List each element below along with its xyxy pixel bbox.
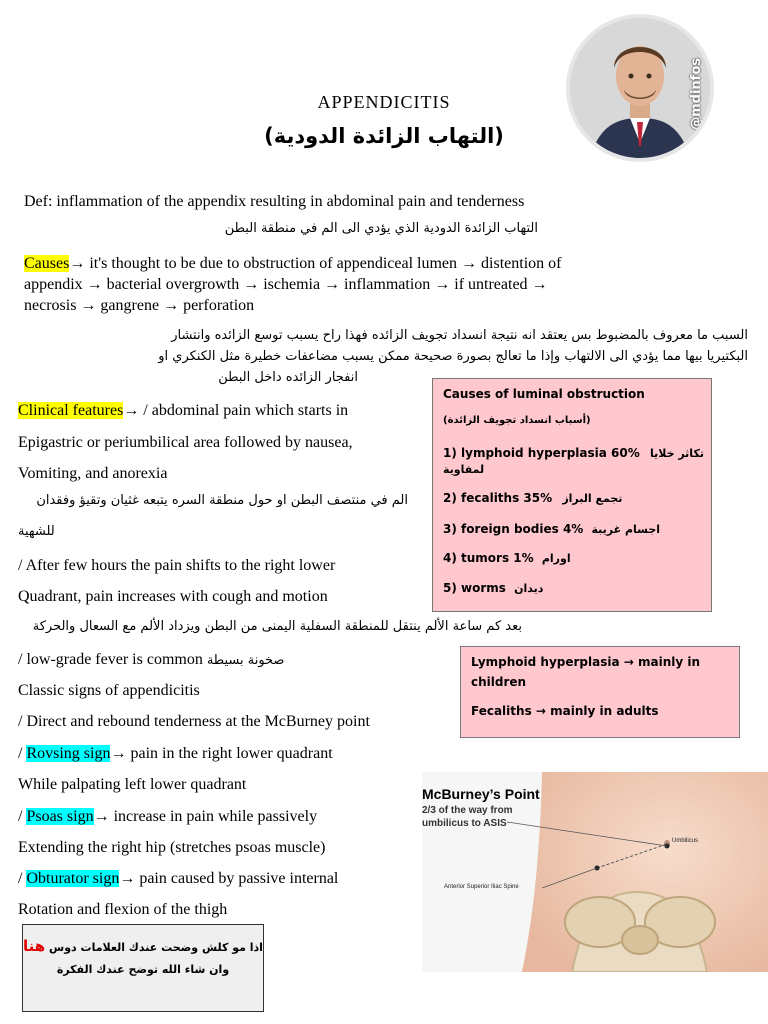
asis-label: Anterior Superior Iliac Spine [444, 884, 519, 890]
arrow-icon: → [69, 255, 86, 272]
avatar-watermark: @mdinfos [689, 58, 704, 130]
page-title: APPENDICITIS [317, 92, 451, 112]
luminal-item-1-en: 1) lymphoid hyperplasia 60% [443, 446, 640, 460]
mcburney-sub-1: 2/3 of the way from [422, 805, 513, 816]
clinical-line-3: Vomiting, and anorexia [18, 465, 168, 482]
causes-line-1 [24, 253, 561, 274]
luminal-item-5-en: 5) worms [443, 581, 506, 595]
clinical-line-14: Rotation and flexion of the thigh [18, 901, 228, 918]
luminal-item-2 [443, 491, 622, 505]
clinical-arabic-2: للشهية [18, 524, 55, 539]
luminal-item-3-ar: اجسام غريبة [591, 523, 661, 536]
causes-text-1: it's thought to be due to obstruction of appendiceal lumen → distention of [85, 255, 562, 272]
causes-arabic-3: انفجار الزائده داخل البطن [218, 370, 358, 385]
note-line-2: وان شاء الله توضح عندك الفكرة [56, 963, 230, 976]
age-box-line-1-text: Lymphoid hyperplasia → mainly in [471, 655, 701, 669]
obturator-line [18, 868, 338, 889]
pelvis-illustration-icon [422, 772, 768, 972]
definition-arabic: التهاب الزائدة الدودية الذي يؤدي الى الم في منطقة البطن [224, 221, 538, 236]
clinical-line-10: While palpating left lower quadrant [18, 776, 247, 793]
luminal-item-5-ar: ديدان [514, 582, 544, 595]
rovsing-line [18, 743, 333, 764]
luminal-item-5 [443, 581, 543, 595]
luminal-item-3 [443, 522, 660, 536]
luminal-item-4-ar: اورام [541, 552, 571, 565]
psoas-label: Psoas sign [26, 808, 94, 825]
rovsing-label: Rovsing sign [26, 745, 111, 762]
clinical-arabic-3: بعد كم ساعة الألم ينتقل للمنطقة السفلية اليمنى من البطن ويزداد الألم مع السعال والحركة [32, 619, 522, 634]
obturator-label: Obturator sign [26, 870, 120, 887]
fever-text: / low-grade fever is common [18, 651, 207, 668]
arrow-icon: → [119, 870, 136, 887]
arrow-icon: → [93, 808, 110, 825]
clinical-arabic-1: الم في منتصف البطن او حول منطقة السره يتبعه غثيان وتقيؤ وفقدان [36, 493, 408, 508]
causes-line-2: appendix → bacterial overgrowth → ischemia → inflammation → if untreated → [24, 276, 548, 293]
note-line-1 [23, 937, 263, 955]
clinical-line-6 [18, 649, 284, 671]
arrow-icon: → [110, 745, 127, 762]
clinical-line-1 [18, 400, 348, 421]
slash: / [18, 870, 27, 887]
clinical-line-5: Quadrant, pain increases with cough and motion [18, 588, 328, 605]
slash: / [18, 745, 27, 762]
luminal-obstruction-box [432, 378, 712, 612]
luminal-box-subtitle: (أسباب انسداد تجويف الزائدة) [443, 415, 591, 426]
fever-arabic: صخونة بسيطة [206, 653, 285, 668]
clinical-line-2: Epigastric or periumbilical area followed by nausea, [18, 434, 353, 451]
obturator-text: pain caused by passive internal [135, 870, 339, 887]
causes-label: Causes [24, 255, 70, 272]
age-box-line-3: Fecaliths → mainly in adults [471, 704, 659, 718]
luminal-item-2-ar: تجمع البراز [562, 492, 623, 505]
psoas-line [18, 806, 317, 827]
arrow-icon: → [123, 402, 140, 419]
psoas-text: increase in pain while passively [109, 808, 318, 825]
note-box [22, 924, 264, 1012]
luminal-item-4-en: 4) tumors 1% [443, 551, 534, 565]
clinical-line-12: Extending the right hip (stretches psoas muscle) [18, 839, 326, 856]
slash: / [18, 808, 27, 825]
clinical-label: Clinical features [18, 402, 124, 419]
luminal-item-1-ar: تكاثر خلايا [649, 447, 704, 460]
age-box-line-1 [471, 655, 700, 669]
clinical-line-8: / Direct and rebound tenderness at the McBurney point [18, 713, 370, 730]
definition-english: Def: inflammation of the appendix resulting in abdominal pain and tenderness [24, 193, 525, 210]
luminal-item-1-ar-cont: لمفاوية [443, 463, 485, 476]
clinical-line-4: / After few hours the pain shifts to the right lower [18, 557, 336, 574]
mcburney-point-illustration [422, 772, 768, 972]
note-line-1-text: اذا مو كلش وضحت عندك العلامات دوس [45, 941, 263, 954]
clinical-text-1: / abdominal pain which starts in [139, 402, 349, 419]
mcburney-sub-2: umbilicus to ASIS [422, 818, 507, 829]
umbilicus-label: Umbilicus [672, 838, 699, 844]
luminal-item-3-en: 3) foreign bodies 4% [443, 522, 584, 536]
causes-arabic-2: البكتيريا بيها مما يؤدي الى الالتهاب وإذا ما تعالج بصورة صحيحة ممكن يسبب مضاعفات خطيرة مثل الكنكري او [158, 349, 748, 364]
age-box-line-2: children [471, 675, 527, 689]
causes-line-3: necrosis → gangrene → perforation [24, 297, 255, 314]
luminal-item-4 [443, 551, 571, 565]
page-subtitle-arabic: (التهاب الزائدة الدودية) [264, 124, 504, 148]
author-avatar [566, 14, 714, 162]
classic-signs-heading: Classic signs of appendicitis [18, 682, 200, 699]
age-distribution-box [460, 646, 740, 738]
note-link-here[interactable]: هنا [23, 937, 46, 955]
luminal-box-title: Causes of luminal obstruction [443, 387, 645, 401]
rovsing-text: pain in the right lower quadrant [126, 745, 333, 762]
mcburney-title: McBurney’s Point [422, 786, 540, 802]
luminal-item-2-en: 2) fecaliths 35% [443, 491, 553, 505]
causes-arabic-1: السبب ما معروف بالمضبوط بس يعتقد انه نتيجة انسداد تجويف الزائده فهذا راح يسبب توسع الزائده وانتشار [171, 328, 748, 343]
luminal-item-1 [443, 446, 704, 460]
